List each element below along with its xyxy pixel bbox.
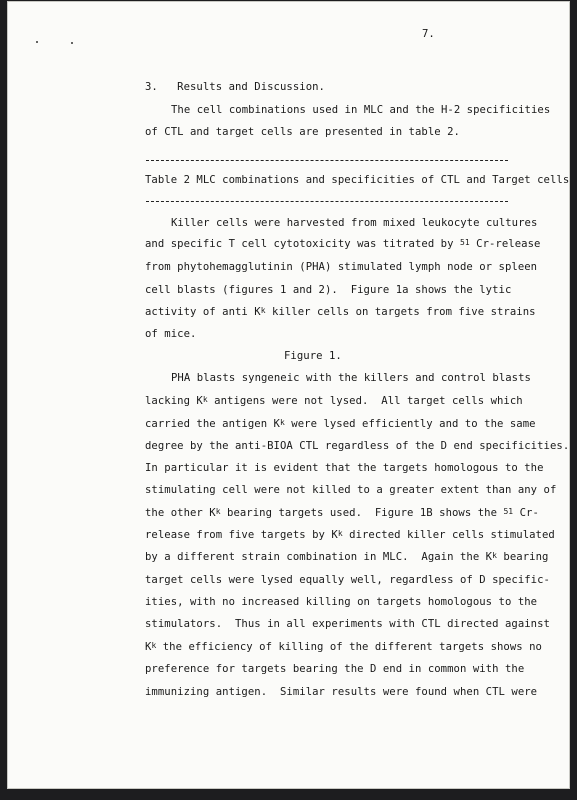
body-line: target cells were lysed equally well, regardless of D specific-	[145, 574, 550, 586]
body-line: immunizing antigen. Similar results were found when CTL were	[145, 686, 538, 698]
body-line: ities, with no increased killing on targets homologous to the	[145, 596, 538, 608]
page-number: 7.	[422, 28, 435, 40]
body-line: In particular it is evident that the targets homologous to the	[145, 462, 544, 474]
body-line: lacking $K^k$ antigens were not lysed. All target cells which	[145, 395, 523, 407]
body-line: The cell combinations used in MLC and the H-2 specificities	[171, 104, 551, 116]
body-line: from phytohemagglutinin (PHA) stimulated lymph node or spleen	[145, 261, 538, 273]
body-line: preference for targets bearing the D end in common with the	[145, 663, 525, 675]
body-line: of mice.	[145, 328, 197, 340]
document-page	[8, 2, 569, 788]
punch-mark	[71, 42, 73, 44]
body-line: activity of anti $K^k$ killer cells on targets from five strains	[145, 306, 536, 318]
figure-label: Figure 1.	[284, 350, 342, 362]
body-line: PHA blasts syngeneic with the killers and control blasts	[171, 372, 531, 384]
body-line: by a different strain combination in MLC. Again the $K^k$ bearing	[145, 551, 549, 563]
body-line: stimulators. Thus in all experiments with CTL directed against	[145, 618, 550, 630]
body-line: degree by the anti-BIOA CTL regardless of the D end specificities.	[145, 440, 570, 452]
punch-mark	[36, 41, 38, 43]
body-line: $K^k$ the efficiency of killing of the different targets shows no	[145, 641, 542, 653]
body-line: Killer cells were harvested from mixed leukocyte cultures	[171, 217, 538, 229]
table-rule-top	[146, 160, 508, 161]
body-line: stimulating cell were not killed to a greater extent than any of	[145, 484, 557, 496]
body-line: and specific T cell cytotoxicity was titrated by $^{51}$ Cr-release	[145, 238, 541, 250]
table-rule-bottom	[146, 201, 508, 202]
body-line: release from five targets by $K^k$ directed killer cells stimulated	[145, 529, 555, 541]
table-caption: Table 2 MLC combinations and specificities of CTL and Target cells	[145, 174, 570, 186]
body-line: the other $K^k$ bearing targets used. Figure 1B shows the $^{51}$ Cr-	[145, 507, 539, 519]
body-line: carried the antigen $K^k$ were lysed efficiently and to the same	[145, 418, 536, 430]
body-line: cell blasts (figures 1 and 2). Figure 1a shows the lytic	[145, 284, 512, 296]
section-heading: 3. Results and Discussion.	[145, 81, 325, 93]
body-line: of CTL and target cells are presented in table 2.	[145, 126, 460, 138]
